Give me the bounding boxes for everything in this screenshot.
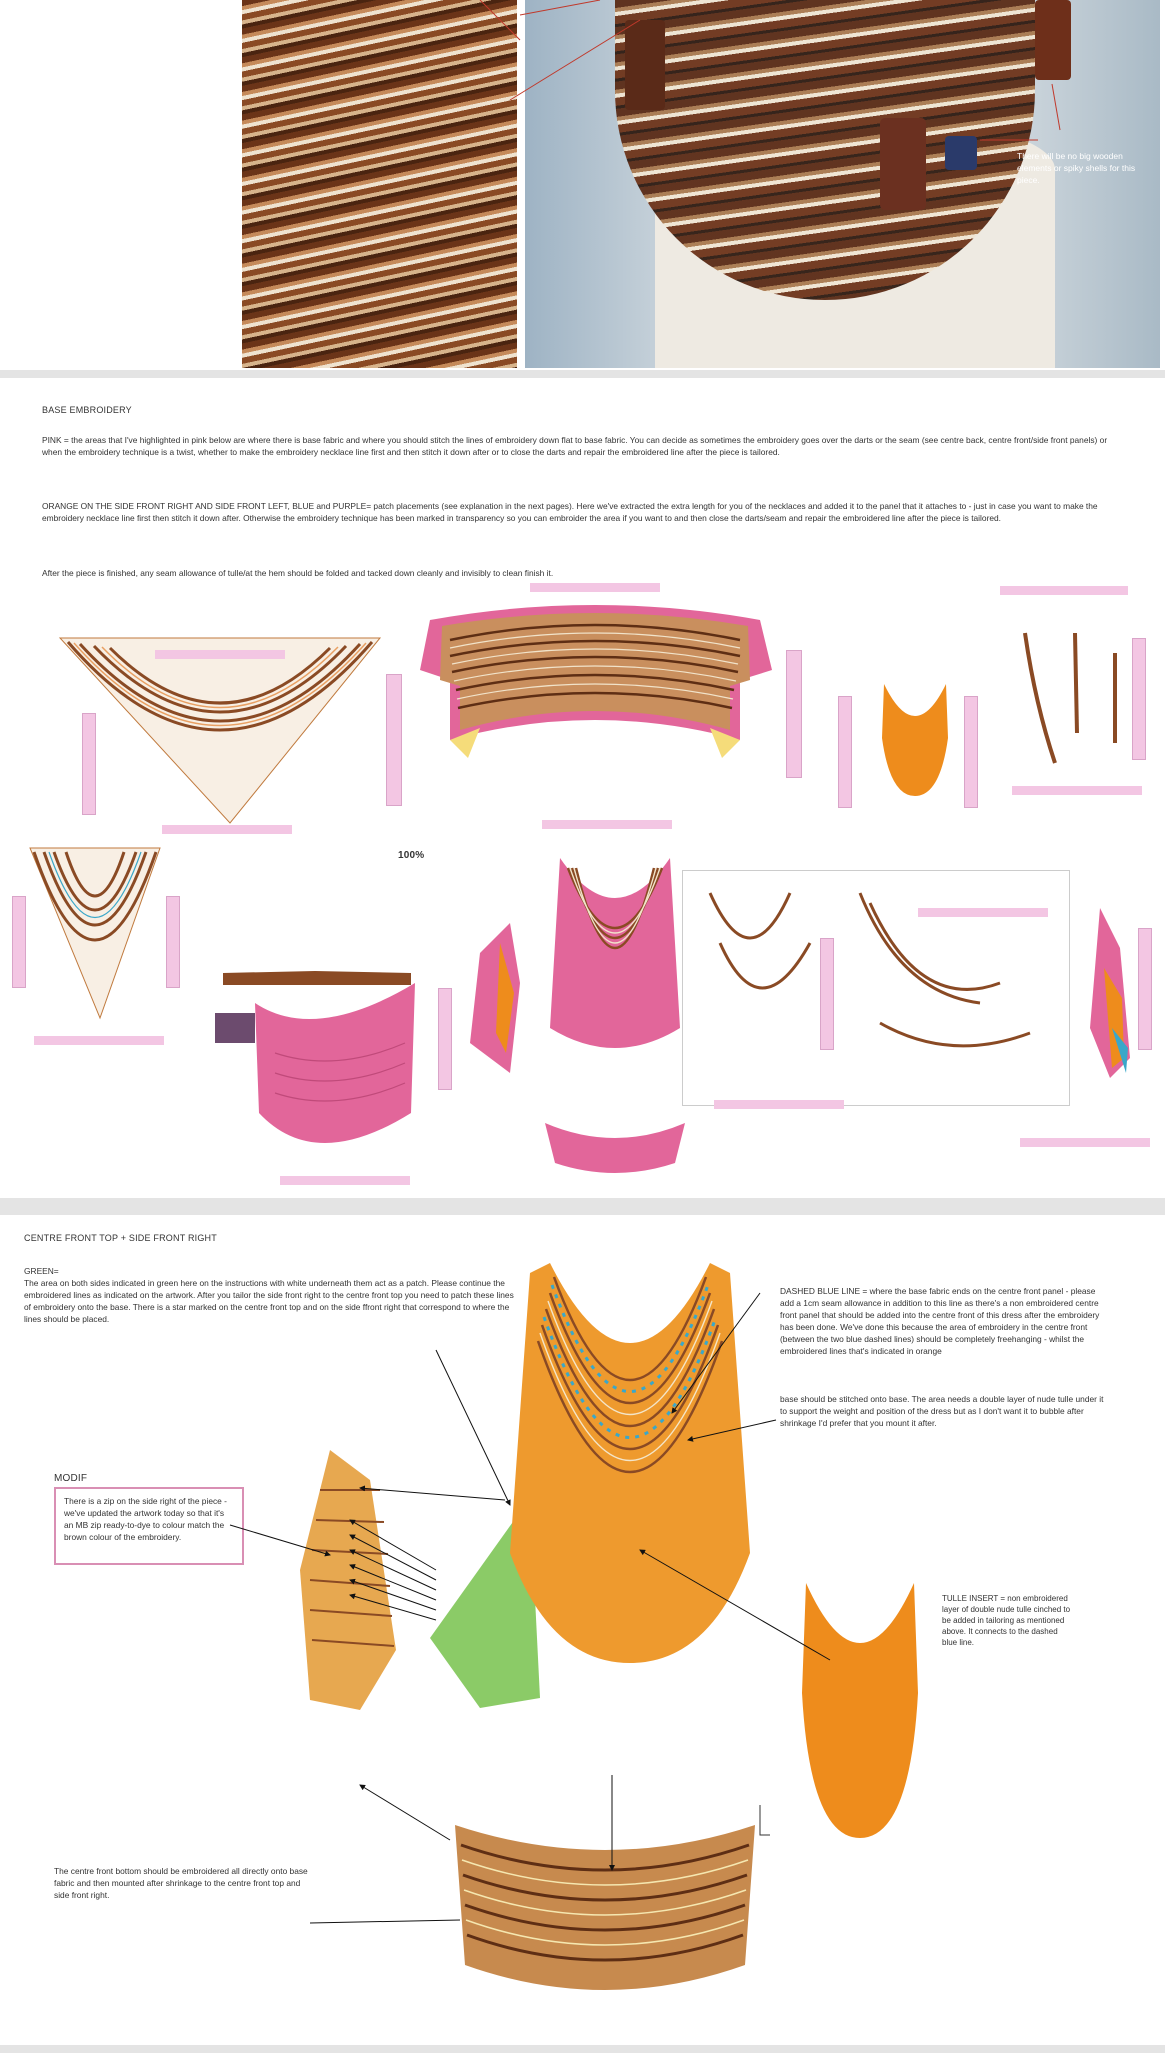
ruler-tag [542, 820, 672, 829]
vertical-ruler [1138, 928, 1152, 1050]
pink-bottom-piece [545, 1113, 685, 1173]
modif-text: There is a zip on the side right of the piece - we've updated the artwork today so that it's an MB zip ready-to-dye to colour match the brown colour of the embroidery. [64, 1496, 227, 1542]
arrows-and-leader-lines [0, 1215, 1165, 2045]
green-label: GREEN= [24, 1266, 59, 1276]
strap-pieces [1015, 633, 1125, 773]
photo-panel [0, 0, 1165, 370]
ruler-tag [162, 825, 292, 834]
base-embroidery-panel [0, 378, 1165, 1198]
dashed-blue-line-paragraph: DASHED BLUE LINE = where the base fabric ends on the centre front panel - please add a 1cm seam allowance in addition to this line as there's a non embroidered centre front panel that should be added into the centre front of this dress after the embroidery has been done. We've done this because the area of embroidery in the centre front (between the two blue dashed lines) should be completely freehanging - whilst the embroidered lines that's indicated in orange [780, 1286, 1100, 1356]
small-v-necklace-piece [30, 848, 160, 1018]
vertical-ruler [438, 988, 452, 1090]
ruler-tag [1012, 786, 1142, 795]
scale-label: 100% [398, 850, 425, 861]
green-paragraph: The area on both sides indicated in green here on the instructions with white underneath them act as a patch. Please continue the embroidered lines as indicated on the artwork. After you tailor the side front right to the centre front top you need to patch these lines of embroidery onto the base. There is a star marked on the centre front top and on the side ffront right that correspond to where the lines should be placed. [24, 1278, 514, 1324]
vertical-ruler [386, 674, 402, 806]
ruler-tag [34, 1036, 164, 1045]
centre-front-panel [0, 1215, 1165, 2045]
dashed-blue-line-paragraph-2: base should be stitched onto base. The area needs a double layer of nude tulle under it to support the weight and position of the dress but as I don't want it to bubble after shrinkage I'd prefer that you mount it after. [780, 1394, 1104, 1428]
pink-back-panel-piece [215, 963, 420, 1163]
vertical-ruler [1132, 638, 1146, 760]
ruler-tag [1000, 586, 1128, 595]
ruler-tag [918, 908, 1048, 917]
vertical-ruler [82, 713, 96, 815]
annotation-lines [0, 0, 1165, 370]
ruler-tag [530, 583, 660, 592]
vertical-ruler [838, 696, 852, 808]
photo-annotation: There will be no big wooden elements or spiky shells for this piece. [1017, 151, 1136, 185]
centre-front-bottom-text: The centre front bottom should be embroidered all directly onto base fabric and then mounted after shrinkage to the centre front top and side front right. [54, 1866, 308, 1900]
ruler-tag [714, 1100, 844, 1109]
side-patch-piece [1090, 908, 1130, 1078]
vertical-ruler [786, 650, 802, 778]
section-title: CENTRE FRONT TOP + SIDE FRONT RIGHT [24, 1233, 217, 1243]
section-title: BASE EMBROIDERY [42, 405, 132, 415]
vertical-ruler [12, 896, 26, 988]
ruler-tag [1020, 1138, 1150, 1147]
pink-paragraph: PINK = the areas that I've highlighted in pink below are where there is base fabric and where you should stitch the lines of embroidery down flat to base fabric. You can decide as sometimes the embroidery goes over the darts or the seam (see centre back, centre front/side front panels) or when the embroidery technique is a twist, whether to make the embroidery necklace line first and then stitch it down after or to close the darts and repair the embroidered line after the piece is tailored. [42, 435, 1108, 457]
vertical-ruler [964, 696, 978, 808]
vertical-ruler [166, 896, 180, 988]
orange-paragraph: ORANGE ON THE SIDE FRONT RIGHT AND SIDE FRONT LEFT, BLUE and PURPLE= patch placements (see explanation in the next pages). Here we've extracted the extra length for you of the necklaces and added it to the panel that it attaches to - just in case you want to make the embroidery necklace line first then stitch it down after. Otherwise the embroidery technique has been marked in transparency so you can embroider the area if you want to and then close the darts/seam and repair the embroidered line after the piece is tailored. [42, 501, 1098, 523]
orange-tulle-insert-small [880, 678, 950, 798]
tulle-insert-text: TULLE INSERT = non embroidered layer of double nude tulle cinched to be added in tailoring as mentioned above. It connects to the dashed blue line. [942, 1594, 1071, 1647]
ruler-tag [155, 650, 285, 659]
ruler-tag [280, 1176, 410, 1185]
finish-paragraph: After the piece is finished, any seam allowance of tulle/at the hem should be folded and tacked down cleanly and invisibly to clean finish it. [42, 568, 554, 578]
pink-side-piece [470, 923, 520, 1073]
pink-centre-front-piece [550, 858, 680, 1058]
collar-panel-piece [420, 600, 770, 780]
vertical-ruler [820, 938, 834, 1050]
modif-label: MODIF [54, 1473, 88, 1484]
